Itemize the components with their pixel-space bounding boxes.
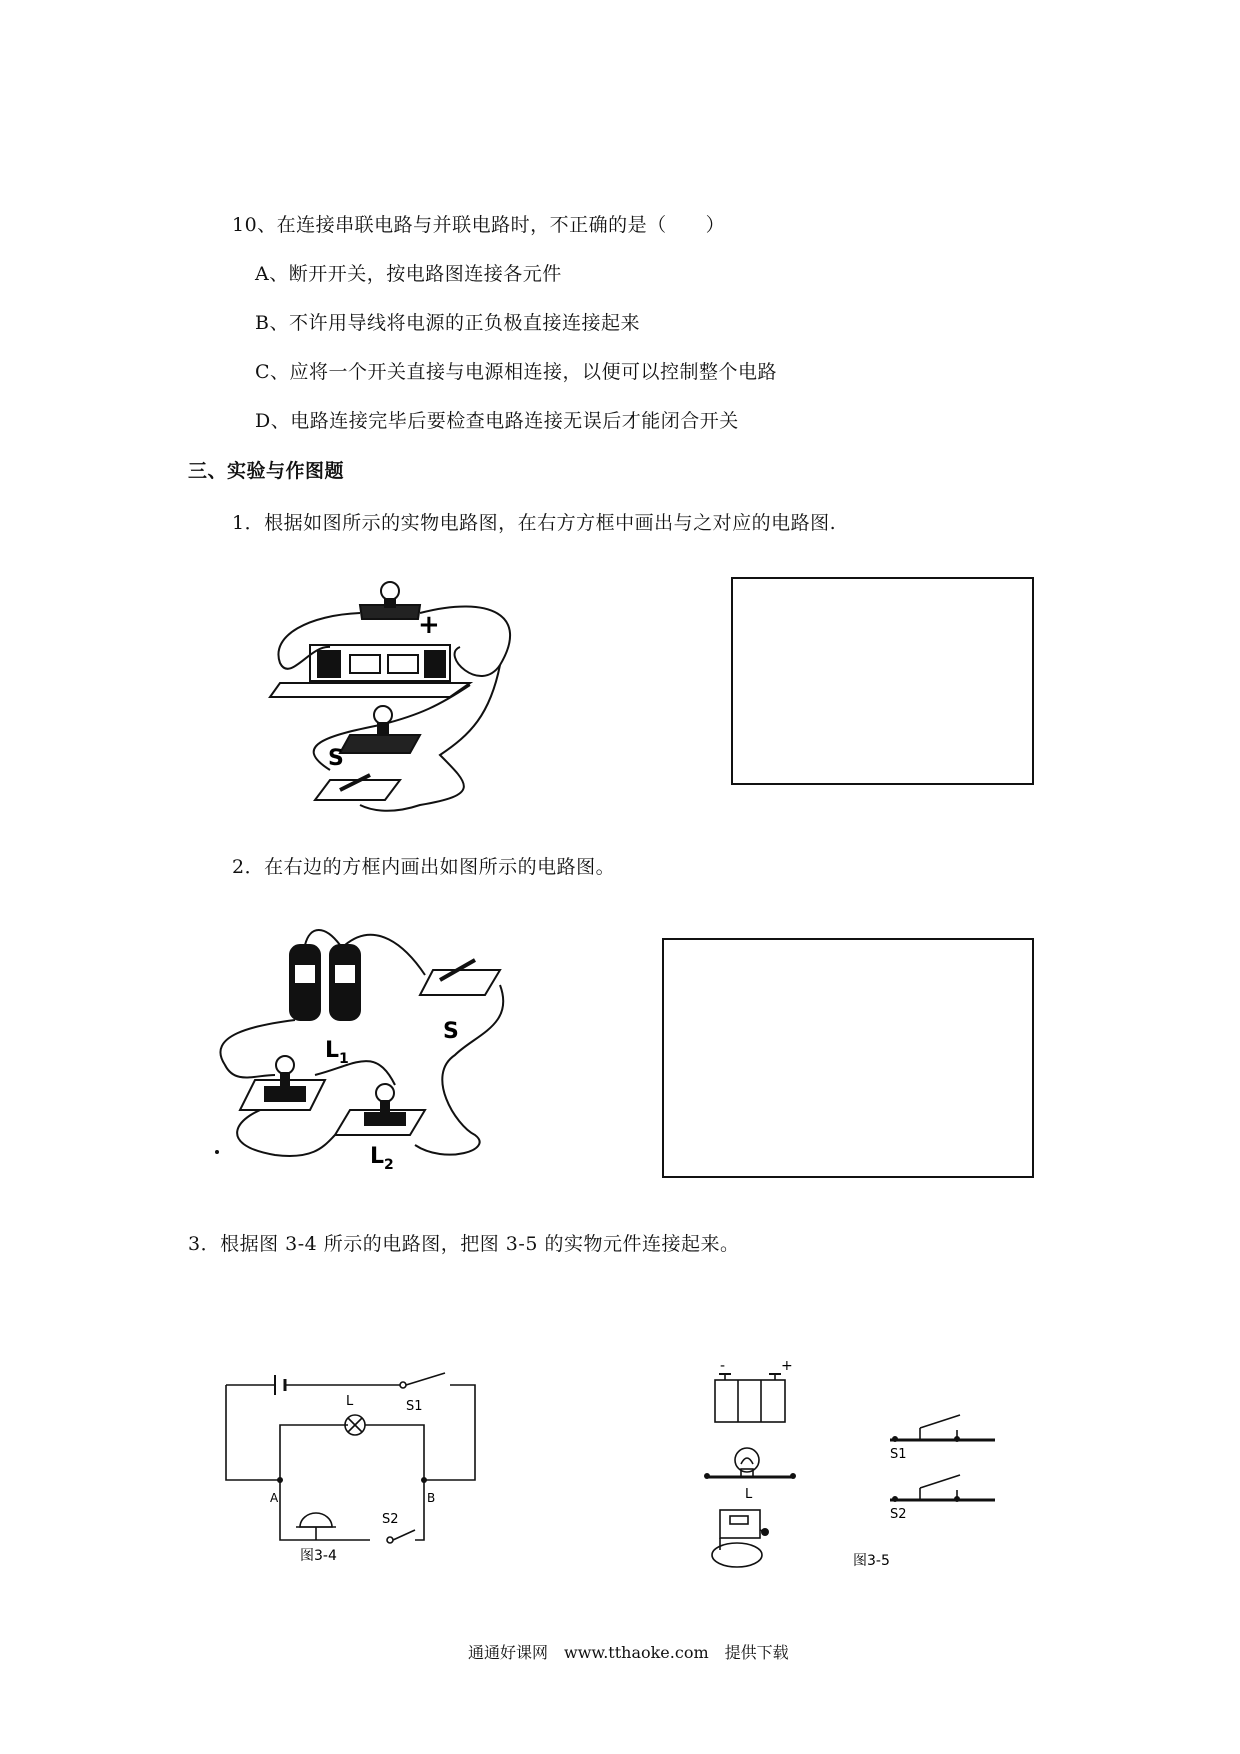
q10-option-a: A、断开开关，按电路图连接各元件 — [255, 263, 562, 285]
fig34-node-a-label: A — [270, 1491, 279, 1505]
fig3-4-schematic — [220, 1365, 490, 1565]
q10-option-c: C、应将一个开关直接与电源相连接，以便可以控制整个电路 — [255, 361, 778, 383]
fig34-lamp-label: L — [346, 1394, 354, 1409]
fig35-lamp-label: L — [745, 1487, 753, 1502]
fig34-s1-label: S1 — [406, 1399, 423, 1414]
q10-stem: 10、在连接串联电路与并联电路时，不正确的是（ ） — [232, 214, 726, 236]
q2-text: 2．在右边的方框内画出如图所示的电路图。 — [232, 856, 616, 878]
fig34-s2-label: S2 — [382, 1512, 399, 1527]
fig35-s1-label: S1 — [890, 1447, 907, 1462]
fig35-minus-label: - — [720, 1358, 726, 1374]
fig2-physical-circuit — [215, 925, 505, 1175]
fig35-plus-label: + — [781, 1358, 793, 1374]
q10-option-b: B、不许用导线将电源的正负极直接连接起来 — [255, 312, 640, 334]
fig1-plus-label: + — [418, 610, 440, 640]
section-title: 三、实验与作图题 — [188, 460, 345, 482]
fig2-answer-box[interactable] — [662, 938, 1034, 1178]
fig1-physical-circuit — [270, 575, 570, 825]
q10-option-d: D、电路连接完毕后要检查电路连接无误后才能闭合开关 — [255, 410, 739, 432]
q3-text: 3．根据图 3-4 所示的电路图，把图 3-5 的实物元件连接起来。 — [188, 1233, 740, 1255]
fig34-node-b-label: B — [427, 1491, 436, 1505]
fig35-caption: 图3-5 — [853, 1553, 890, 1569]
fig2-l1-label: $L_1$ — [325, 1038, 349, 1067]
page-footer: 通通好课网 www.tthaoke.com 提供下载 — [468, 1643, 789, 1662]
fig1-switch-label: S — [328, 746, 344, 771]
fig35-s2-label: S2 — [890, 1507, 907, 1522]
fig2-l2-label: $L_2$ — [370, 1144, 394, 1173]
fig1-answer-box[interactable] — [731, 577, 1034, 785]
fig3-5-components — [695, 1360, 995, 1580]
fig34-caption: 图3-4 — [300, 1548, 337, 1564]
q1-text: 1．根据如图所示的实物电路图，在右方方框中画出与之对应的电路图. — [232, 512, 837, 534]
fig2-switch-label: S — [443, 1019, 459, 1044]
